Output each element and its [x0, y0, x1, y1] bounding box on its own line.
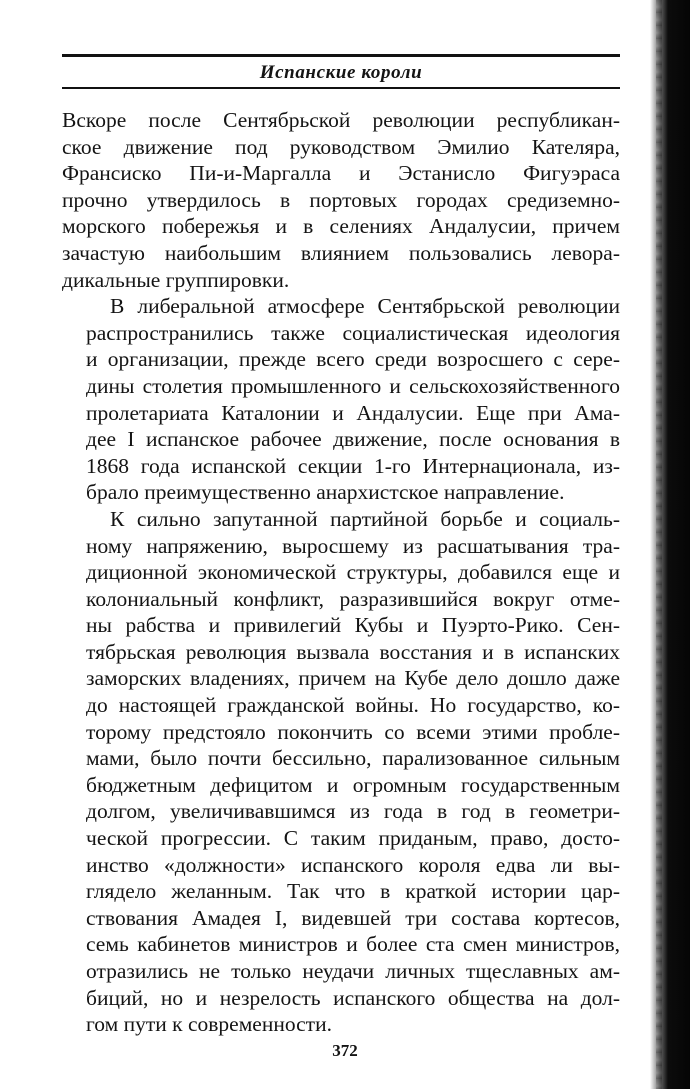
text-line: инство «должности» испанского короля едва ли вы-: [86, 852, 620, 877]
text-line: диционной экономической структуры, добавился еще и: [86, 560, 620, 585]
text-line: отразились не только неудачи личных тщеславных ам-: [86, 959, 620, 983]
text-line: В либеральной атмосфере Сентябрьской революции: [110, 294, 620, 319]
text-line: пролетариата Каталонии и Андалусии. Еще при Ама-: [86, 400, 620, 425]
text-line: ческой прогрессии. С таким приданым, право, досто-: [86, 826, 620, 851]
text-line: дикальные группировки.: [62, 267, 290, 292]
text-line: брало преимущественно анархистское направление.: [86, 480, 565, 505]
text-line: торому предстояло покончить со всеми этими пробле-: [86, 719, 620, 744]
header-rule-top: [62, 54, 620, 57]
text-line: ское движение под руководством Эмилио Кателяра,: [62, 134, 620, 159]
text-line: ны рабства и привилегий Кубы и Пуэрто-Рико. Сен-: [86, 613, 620, 638]
text-line: долгом, увеличивавшимся из года в год в геометри-: [86, 799, 620, 824]
text-line: колониальный конфликт, разразившийся вокруг отме-: [86, 586, 620, 611]
text-line: заморских владениях, причем на Кубе дело дошло даже: [86, 666, 620, 691]
paragraph-3: [62, 506, 620, 1038]
paragraph-1: [62, 107, 620, 293]
paragraph-2: [62, 293, 620, 506]
text-line: 1868 года испанской секции 1-го Интернационала, из-: [86, 453, 620, 478]
text-line: до настоящей гражданской войны. Но государство, ко-: [86, 693, 620, 718]
text-line: распространились также социалистическая идеология: [86, 320, 620, 345]
running-header: [62, 54, 620, 89]
text-line: морского побережья и в селениях Андалусии, причем: [62, 214, 620, 239]
text-line: ствования Амадея I, видевшей три состава кортесов,: [86, 905, 620, 930]
header-rule-bottom: [62, 87, 620, 89]
text-line: Франсиско Пи-и-Маргалла и Эстанисло Фигуэраса: [62, 161, 620, 186]
text-line: глядело желанным. Так что в краткой истории цар-: [86, 879, 620, 904]
page-number: 372: [332, 1041, 358, 1060]
running-title: Испанские короли: [259, 62, 423, 83]
text-line: прочно утвердилось в портовых городах средиземно-: [62, 187, 620, 212]
text-line: мами, было почти бессильно, парализованное сильным: [86, 746, 620, 771]
text-line: и организации, прежде всего среди возросшего с сере-: [86, 347, 620, 372]
text-line: дее I испанское рабочее движение, после основания в: [86, 427, 620, 452]
text-line: тябрьская революция вызвала восстания и в испанских: [86, 639, 620, 664]
book-binding-shadow: [650, 0, 690, 1089]
body-text: [62, 107, 620, 1038]
text-line: биций, но и незрелость испанского общества на дол-: [86, 985, 620, 1010]
text-line: зачастую наибольшим влиянием пользовались левора-: [62, 240, 620, 265]
text-line: гом пути к современности.: [86, 1012, 332, 1037]
text-line: дины столетия промышленного и сельскохозяйственного: [86, 373, 620, 398]
text-line: бюджетным дефицитом и огромным государственным: [86, 772, 620, 797]
text-line: К сильно запутанной партийной борьбе и социаль-: [110, 506, 620, 531]
text-line: ному напряжению, выросшему из расшатывания тра-: [86, 533, 620, 558]
text-line: Вскоре после Сентябрьской революции республикан-: [62, 108, 620, 132]
text-line: семь кабинетов министров и более ста смен министров,: [86, 932, 620, 957]
